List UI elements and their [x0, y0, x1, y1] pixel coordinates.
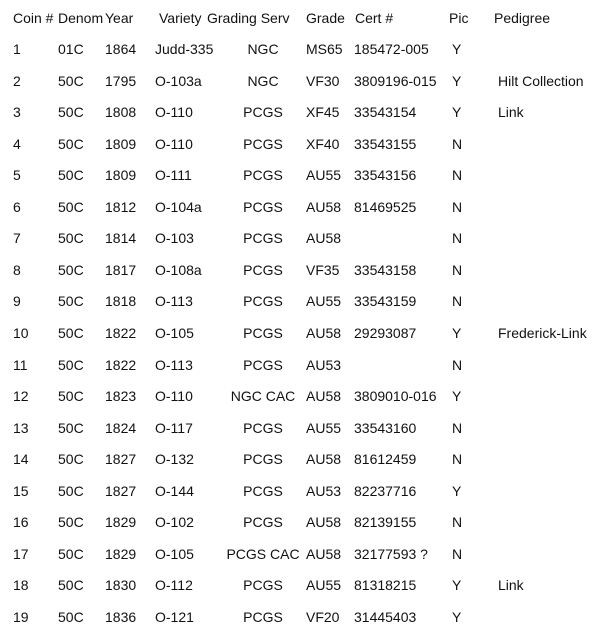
header-variety: Variety — [159, 10, 202, 26]
cell-grade: AU53 — [306, 483, 342, 499]
cell-denom: 50C — [58, 230, 84, 246]
cell-coin-number: 12 — [13, 388, 29, 404]
cell-grade: VF20 — [306, 609, 340, 625]
cell-cert-number: 32177593 ? — [354, 546, 428, 562]
cell-cert-number: 33543159 — [354, 293, 417, 309]
cell-grading-service: NGC — [247, 73, 279, 89]
cell-year: 1809 — [105, 167, 137, 183]
cell-grading-service: PCGS — [243, 420, 283, 436]
cell-coin-number: 13 — [13, 420, 29, 436]
cell-pic: N — [452, 199, 463, 215]
cell-grading-service: PCGS — [243, 104, 283, 120]
cell-variety: O-110 — [155, 104, 193, 120]
cell-pic: N — [452, 514, 463, 530]
cell-variety: O-117 — [155, 420, 193, 436]
cell-grade: AU58 — [306, 546, 342, 562]
cell-cert-number: 3809010-016 — [354, 388, 437, 404]
cell-year: 1829 — [105, 546, 137, 562]
cell-denom: 50C — [58, 546, 84, 562]
cell-coin-number: 9 — [13, 293, 21, 309]
cell-pic: Y — [452, 577, 462, 593]
cell-coin-number: 2 — [13, 73, 21, 89]
cell-pic: N — [452, 262, 463, 278]
cell-cert-number: 33543155 — [354, 136, 417, 152]
cell-coin-number: 10 — [13, 325, 29, 341]
cell-pic: N — [452, 230, 463, 246]
cell-denom: 50C — [58, 293, 84, 309]
cell-cert-number: 33543154 — [354, 104, 417, 120]
cell-cert-number: 185472-005 — [354, 41, 429, 57]
cell-cert-number: 29293087 — [354, 325, 417, 341]
cell-year: 1817 — [105, 262, 137, 278]
cell-grading-service: PCGS — [243, 167, 283, 183]
cell-coin-number: 7 — [13, 230, 21, 246]
cell-grade: AU53 — [306, 357, 342, 373]
cell-denom: 50C — [58, 357, 84, 373]
cell-variety: O-105 — [155, 546, 194, 562]
cell-grading-service: PCGS — [243, 451, 283, 467]
cell-pic: Y — [452, 104, 462, 120]
cell-grade: AU55 — [306, 577, 342, 593]
cell-year: 1864 — [105, 41, 137, 57]
cell-grading-service: PCGS — [243, 262, 283, 278]
cell-grading-service: PCGS — [243, 230, 283, 246]
cell-cert-number: 81612459 — [354, 451, 417, 467]
cell-grading-service: PCGS — [243, 483, 283, 499]
cell-variety: O-112 — [155, 577, 193, 593]
cell-year: 1808 — [105, 104, 137, 120]
cell-variety: O-103 — [155, 230, 194, 246]
header-grading-service: Grading Serv — [207, 10, 290, 26]
cell-year: 1822 — [105, 357, 137, 373]
cell-grade: AU58 — [306, 325, 342, 341]
cell-grade: XF45 — [306, 104, 340, 120]
cell-year: 1823 — [105, 388, 137, 404]
cell-year: 1827 — [105, 451, 137, 467]
cell-year: 1795 — [105, 73, 137, 89]
cell-grading-service: PCGS — [243, 325, 283, 341]
cell-denom: 50C — [58, 73, 84, 89]
cell-denom: 50C — [58, 167, 84, 183]
cell-grading-service: NGC CAC — [230, 388, 296, 404]
cell-coin-number: 16 — [13, 514, 29, 530]
cell-variety: O-113 — [155, 357, 193, 373]
cell-grade: AU55 — [306, 420, 342, 436]
cell-coin-number: 17 — [13, 546, 29, 562]
cell-pic: N — [452, 357, 463, 373]
cell-variety: O-110 — [155, 136, 193, 152]
cell-denom: 50C — [58, 577, 84, 593]
cell-denom: 50C — [58, 609, 84, 625]
cell-year: 1814 — [105, 230, 137, 246]
cell-cert-number: 31445403 — [354, 609, 417, 625]
cell-grading-service: PCGS — [243, 293, 283, 309]
cell-cert-number: 81469525 — [354, 199, 417, 215]
header-pic: Pic — [449, 10, 469, 26]
cell-year: 1824 — [105, 420, 137, 436]
cell-variety: O-110 — [155, 388, 193, 404]
cell-denom: 50C — [58, 451, 84, 467]
cell-variety: Judd-335 — [155, 41, 214, 57]
cell-grading-service: PCGS — [243, 136, 283, 152]
cell-denom: 50C — [58, 483, 84, 499]
cell-variety: O-144 — [155, 483, 194, 499]
cell-pic: N — [452, 451, 463, 467]
cell-denom: 01C — [58, 41, 84, 57]
cell-pic: N — [452, 293, 463, 309]
cell-year: 1829 — [105, 514, 137, 530]
cell-coin-number: 19 — [13, 609, 29, 625]
cell-variety: O-102 — [155, 514, 194, 530]
header-coin-number: Coin # — [13, 10, 54, 26]
cell-denom: 50C — [58, 136, 84, 152]
cell-pedigree: Link — [498, 577, 524, 593]
cell-grading-service: PCGS — [243, 609, 283, 625]
cell-grade: AU58 — [306, 514, 342, 530]
cell-cert-number: 33543158 — [354, 262, 417, 278]
cell-grade: VF30 — [306, 73, 340, 89]
cell-pic: Y — [452, 483, 462, 499]
cell-year: 1830 — [105, 577, 137, 593]
header-cert-number: Cert # — [355, 10, 394, 26]
cell-pic: Y — [452, 41, 462, 57]
cell-pic: N — [452, 546, 463, 562]
cell-coin-number: 4 — [13, 136, 21, 152]
cell-cert-number: 81318215 — [354, 577, 417, 593]
cell-grade: AU55 — [306, 293, 342, 309]
cell-pic: Y — [452, 325, 462, 341]
cell-grading-service: PCGS — [243, 199, 283, 215]
cell-pic: N — [452, 420, 463, 436]
cell-denom: 50C — [58, 325, 84, 341]
cell-coin-number: 8 — [13, 262, 21, 278]
cell-coin-number: 18 — [13, 577, 29, 593]
cell-pedigree: Frederick-Link — [498, 325, 587, 341]
cell-pic: Y — [452, 388, 462, 404]
cell-year: 1809 — [105, 136, 137, 152]
cell-variety: O-132 — [155, 451, 194, 467]
header-grade: Grade — [306, 10, 345, 26]
cell-year: 1836 — [105, 609, 137, 625]
cell-variety: O-108a — [155, 262, 202, 278]
cell-coin-number: 5 — [13, 167, 21, 183]
cell-year: 1812 — [105, 199, 137, 215]
cell-grade: AU58 — [306, 451, 342, 467]
cell-pedigree: Hilt Collection — [498, 73, 584, 89]
cell-coin-number: 3 — [13, 104, 21, 120]
cell-variety: O-113 — [155, 293, 193, 309]
cell-year: 1818 — [105, 293, 137, 309]
cell-variety: O-111 — [155, 167, 192, 183]
cell-denom: 50C — [58, 104, 84, 120]
cell-grading-service: PCGS — [243, 514, 283, 530]
cell-grading-service: PCGS CAC — [226, 546, 300, 562]
header-denom: Denom — [58, 10, 104, 26]
cell-grading-service: NGC — [247, 41, 279, 57]
cell-variety: O-104a — [155, 199, 202, 215]
cell-pic: N — [452, 167, 463, 183]
cell-coin-number: 15 — [13, 483, 29, 499]
cell-cert-number: 82237716 — [354, 483, 417, 499]
cell-variety: O-121 — [155, 609, 194, 625]
cell-grade: XF40 — [306, 136, 340, 152]
cell-coin-number: 14 — [13, 451, 29, 467]
cell-denom: 50C — [58, 262, 84, 278]
cell-grade: AU58 — [306, 199, 342, 215]
cell-variety: O-103a — [155, 73, 202, 89]
header-pedigree: Pedigree — [494, 10, 551, 26]
cell-coin-number: 11 — [13, 357, 28, 373]
cell-cert-number: 33543156 — [354, 167, 417, 183]
cell-denom: 50C — [58, 420, 84, 436]
cell-pedigree: Link — [498, 104, 524, 120]
cell-variety: O-105 — [155, 325, 194, 341]
cell-cert-number: 3809196-015 — [354, 73, 437, 89]
cell-grade: AU58 — [306, 388, 342, 404]
cell-grade: VF35 — [306, 262, 340, 278]
cell-grading-service: PCGS — [243, 577, 283, 593]
cell-grade: AU58 — [306, 230, 342, 246]
cell-coin-number: 6 — [13, 199, 21, 215]
cell-denom: 50C — [58, 514, 84, 530]
cell-year: 1827 — [105, 483, 137, 499]
cell-denom: 50C — [58, 199, 84, 215]
cell-grade: MS65 — [306, 41, 343, 57]
cell-cert-number: 33543160 — [354, 420, 417, 436]
cell-cert-number: 82139155 — [354, 514, 417, 530]
cell-pic: Y — [452, 609, 462, 625]
cell-grading-service: PCGS — [243, 357, 283, 373]
cell-pic: N — [452, 136, 463, 152]
cell-denom: 50C — [58, 388, 84, 404]
cell-year: 1822 — [105, 325, 137, 341]
cell-coin-number: 1 — [13, 41, 21, 57]
header-year: Year — [105, 10, 134, 26]
cell-grade: AU55 — [306, 167, 342, 183]
cell-pic: Y — [452, 73, 462, 89]
